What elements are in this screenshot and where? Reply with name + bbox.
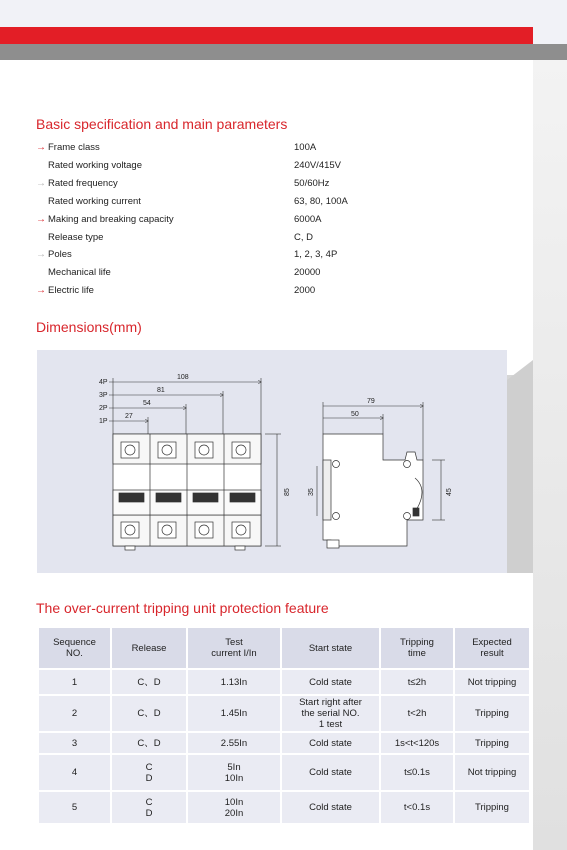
spec-value: 63, 80, 100A (294, 195, 348, 207)
spec-name: Rated working voltage (48, 159, 142, 171)
spec-name: Making and breaking capacity (48, 213, 174, 225)
cell-text: C (145, 761, 153, 773)
cell-text: C、D (137, 737, 161, 749)
pole-label-1p: 1P (99, 418, 108, 425)
width-1p-label: 27 (125, 413, 133, 420)
spec-value: 20000 (294, 267, 321, 279)
spec-name: Electric life (48, 285, 94, 297)
cell-text: 2.55In (220, 737, 248, 749)
spec-value: C, D (294, 231, 313, 243)
header-text: time (408, 648, 426, 659)
table-row (38, 754, 530, 791)
front-35-label: 35 (308, 488, 315, 496)
table-cell-release (111, 732, 187, 754)
table-cell-time: t<0.1s (380, 791, 454, 824)
cell-text: Cold state (309, 802, 352, 813)
table-cell-current (187, 669, 281, 695)
header-text: Expected (472, 637, 512, 648)
side-45-label: 45 (446, 488, 453, 496)
cell-text: C、D (137, 676, 161, 688)
width-2p-label: 54 (143, 400, 151, 407)
table-cell-release (111, 669, 187, 695)
spec-value: 240V/415V (294, 159, 342, 171)
table-header-cell (454, 627, 530, 669)
spec-value: 2000 (294, 285, 316, 297)
spec-value: 100A (294, 142, 317, 153)
dimensions-section-title: Dimensions(mm) (36, 319, 142, 335)
table-cell-result: Not tripping (454, 669, 530, 695)
table-cell-no: 3 (38, 732, 111, 754)
cell-text: Cold state (309, 676, 352, 688)
pole-label-2p: 2P (99, 405, 108, 412)
spec-section-title: Basic specification and main parameters (36, 116, 288, 132)
table-cell-result: Tripping (454, 732, 530, 754)
header-text: Sequence (53, 637, 96, 648)
cell-text: D (145, 772, 153, 784)
table-cell-no: 4 (38, 754, 111, 791)
table-header-cell (111, 627, 187, 669)
header-text: Release (131, 642, 167, 654)
cell-text: 10In (224, 772, 244, 784)
cell-text: D (145, 807, 153, 819)
table-cell-current (187, 791, 281, 824)
table-header-cell (281, 627, 380, 669)
cell-text: 20In (224, 807, 244, 819)
table-cell-time: t≤2h (380, 669, 454, 695)
table-row (38, 732, 530, 754)
table-cell-current (187, 754, 281, 791)
dimension-drawing-panel (37, 350, 507, 573)
pole-label-4p: 4P (99, 379, 108, 386)
cell-text: Cold state (309, 767, 352, 778)
cell-text: Cold state (309, 737, 352, 749)
header-text: result (480, 648, 504, 659)
table-cell-state (281, 695, 380, 732)
spec-name: Rated working current (48, 195, 141, 207)
cell-text: Start right after (299, 697, 362, 708)
pole-label-3p: 3P (99, 392, 108, 399)
cell-text: 1.45In (220, 708, 248, 719)
protection-feature-table (37, 626, 531, 825)
header-text: Tripping (400, 637, 434, 648)
header-text: current I/In (211, 648, 257, 659)
table-cell-no: 2 (38, 695, 111, 732)
table-cell-result: Tripping (454, 791, 530, 824)
table-cell-time: t<2h (380, 695, 454, 732)
cell-text: C (145, 796, 153, 808)
header-text: Test (225, 637, 243, 648)
table-row (38, 695, 530, 732)
table-cell-state (281, 791, 380, 824)
table-header-cell (380, 627, 454, 669)
table-cell-no: 5 (38, 791, 111, 824)
table-header-cell (187, 627, 281, 669)
table-cell-current (187, 695, 281, 732)
table-cell-result: Tripping (454, 695, 530, 732)
table-cell-time: t≤0.1s (380, 754, 454, 791)
table-cell-state (281, 669, 380, 695)
table-cell-time: 1s<t<120s (380, 732, 454, 754)
height-label: 85 (284, 488, 291, 496)
arrow-icon: → (36, 177, 46, 189)
protection-section-title: The over-current tripping unit protection feature (36, 600, 329, 616)
cell-text: 5In (227, 761, 241, 773)
arrow-icon: → (36, 285, 46, 297)
arrow-icon: → (36, 249, 46, 261)
table-row (38, 791, 530, 824)
header-text: Start state (308, 642, 353, 654)
table-cell-release (111, 695, 187, 732)
cell-text: the serial NO. (301, 708, 360, 719)
spec-value: 6000A (294, 213, 322, 225)
table-cell-current (187, 732, 281, 754)
cell-text: 1.13In (220, 676, 248, 688)
side-width-label: 79 (367, 398, 375, 405)
cell-text: 1 test (318, 719, 343, 730)
width-3p-label: 81 (157, 387, 165, 394)
table-cell-result: Not tripping (454, 754, 530, 791)
header-text: NO. (66, 648, 83, 659)
table-cell-release (111, 791, 187, 824)
spec-name: Frame class (48, 142, 100, 153)
arrow-icon: → (36, 213, 46, 225)
spec-name: Release type (48, 231, 104, 243)
spec-name: Rated frequency (48, 177, 118, 189)
spec-name: Mechanical life (48, 267, 111, 279)
arrow-icon: → (36, 142, 46, 153)
table-header-row (38, 627, 530, 669)
side-50-label: 50 (351, 411, 359, 418)
table-cell-no: 1 (38, 669, 111, 695)
spec-value: 1, 2, 3, 4P (294, 249, 338, 261)
cell-text: C、D (137, 708, 161, 719)
cell-text: 10In (224, 796, 244, 808)
spec-name: Poles (48, 249, 72, 261)
table-cell-release (111, 754, 187, 791)
spec-value: 50/60Hz (294, 177, 330, 189)
width-4p-label: 108 (177, 374, 189, 381)
dimension-drawing (37, 350, 507, 573)
table-cell-state (281, 732, 380, 754)
table-row (38, 669, 530, 695)
table-header-cell (38, 627, 111, 669)
table-cell-state (281, 754, 380, 791)
